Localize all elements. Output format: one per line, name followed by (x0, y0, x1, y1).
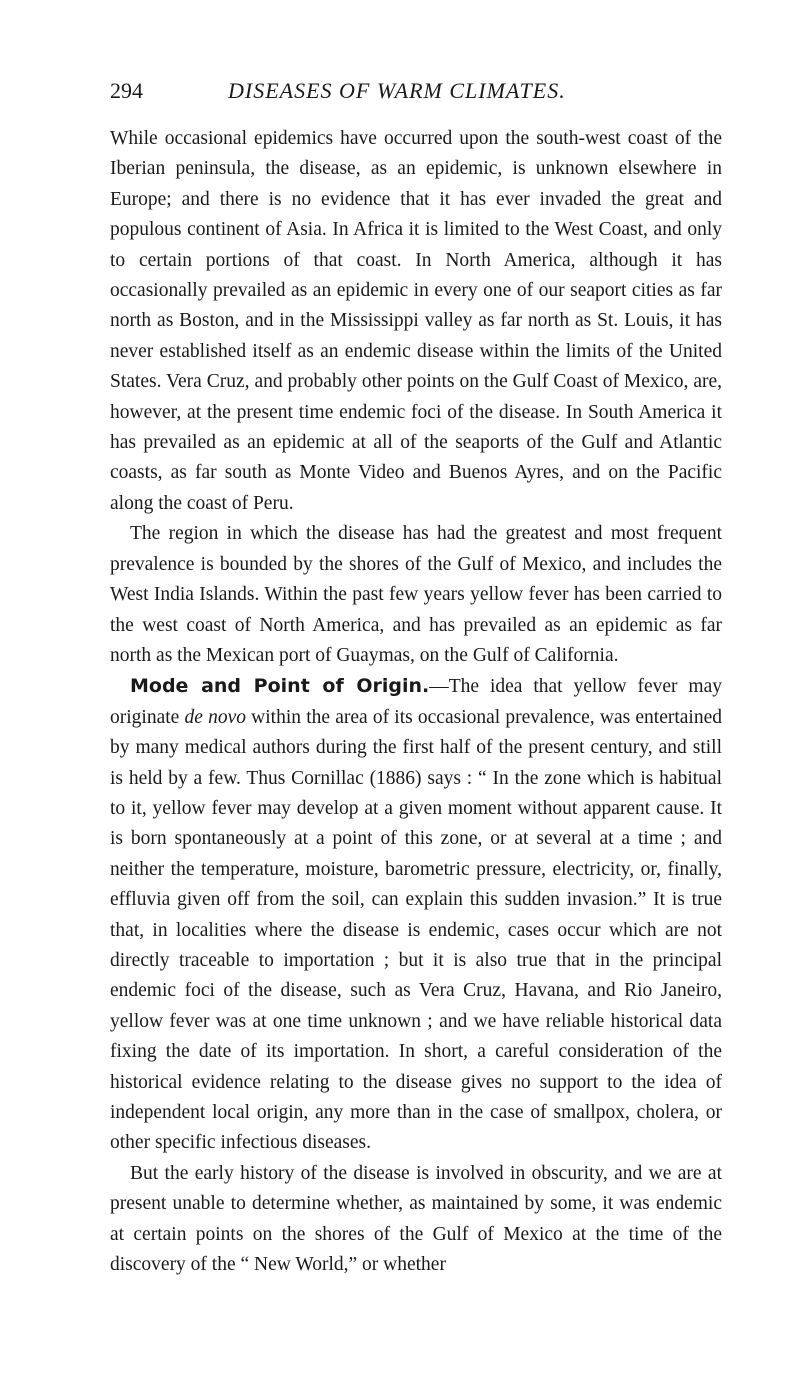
section-sidehead: Mode and Point of Origin. (130, 675, 430, 698)
paragraph-distribution: While occasional epidemics have occurred upon the south-west coast of the Iberian peninsula, the disease, as an epidemic, is unknown elsewhere in Europe; and there is no evidence that it has ever invaded the great and populous continent of Asia. In Africa it is limited to the West Coast, and only to certain portions of that coast. In North America, although it has occasionally prevailed as an epidemic in every one of our seaport cities as far north as Boston, and in the Mississippi valley as far north as St. Louis, it has never established itself as an endemic disease within the limits of the United States. Vera Cruz, and probably other points on the Gulf Coast of Mexico, are, however, at the present time endemic foci of the disease. In South America it has prevailed as an epidemic at all of the seaports of the Gulf and Atlantic coasts, as far south as Monte Video and Buenos Ayres, and on the Pacific along the coast of Peru. (110, 128, 722, 514)
italic-phrase: de novo (184, 706, 246, 728)
body-text (110, 124, 722, 1280)
running-title: DISEASES OF WARM CLIMATES. (228, 78, 566, 103)
paragraph-text-part: within the area of its occasional prevalence, was entertained by many medical authors during the first half of the present century, and still is held by a few. Thus Cornillac (1886) says : “ In the zone which is habitual to it, yellow fever may develop at a given moment without apparent cause. It is born spontaneously at a point of this zone, or at several at a time ; and neither the temperature, moisture, barometric pressure, electricity, or, finally, effluvia given off from the soil, can explain this sudden invasion.” It is true that, in localities where the disease is endemic, cases occur which are not directly traceable to importation ; but it is also true that in the principal endemic foci of the disease, such as Vera Cruz, Havana, and Rio Janeiro, yellow fever was at one time unknown ; and we have reliable historical data fixing the date of its importation. In short, a careful consideration of the historical evidence relating to the disease gives no support to the idea of independent local origin, any more than in the case of smallpox, cholera, or other specific infectious diseases. (110, 706, 722, 1154)
paragraph-mode-origin (110, 671, 722, 1159)
page-number: 294 (110, 78, 143, 103)
paragraph-region: The region in which the disease has had the greatest and most frequent prevalence is bounded by the shores of the Gulf of Mexico, and includes the West India Islands. Within the past few years yellow fever has been carried to the west coast of North America, and has prevailed as an epidemic as far north as the Mexican port of Guaymas, on the Gulf of California. (110, 523, 722, 666)
running-head (110, 78, 722, 108)
paragraph-early-history: But the early history of the disease is involved in obscurity, and we are at present unable to determine whether, as maintained by some, it was endemic at certain points on the shores of the Gulf of Mexico at the time of the discovery of the “ New World,” or whether (110, 1162, 722, 1276)
paragraph-text-part: —The idea that yellow fever may originate (110, 676, 722, 728)
